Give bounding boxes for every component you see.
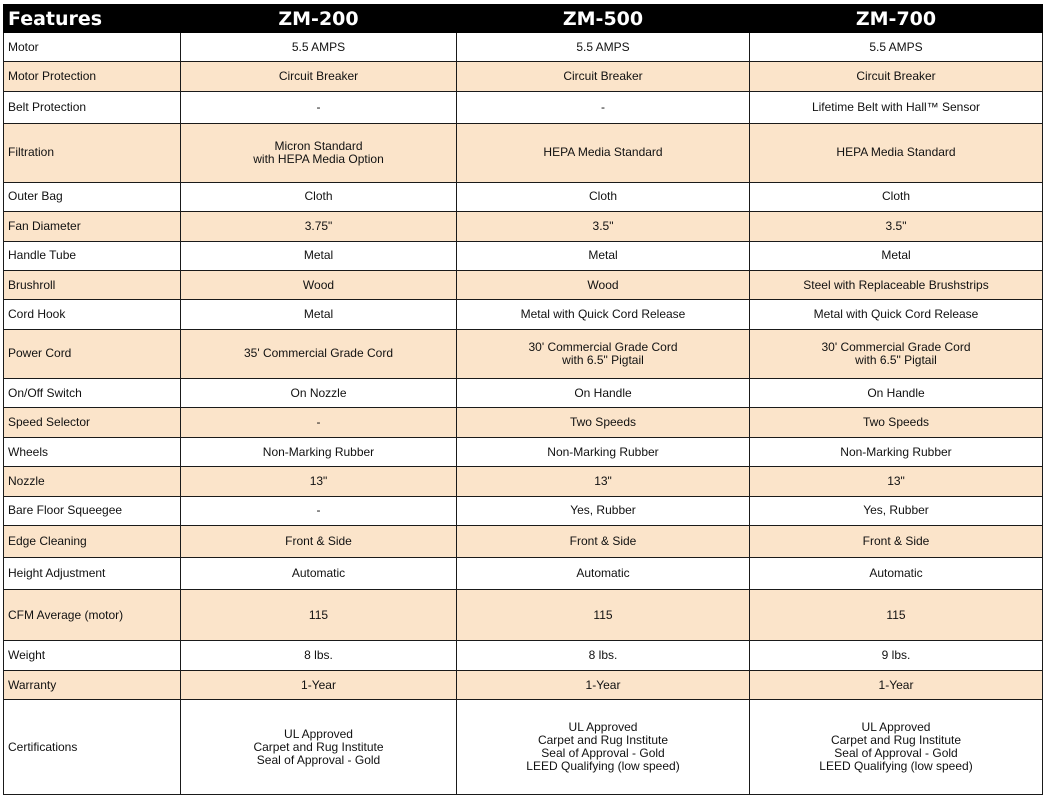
cell-zm200: Automatic (181, 558, 457, 590)
cell-zm500: 3.5" (457, 212, 750, 241)
cell-zm200: 13" (181, 467, 457, 496)
cell-zm700: 115 (750, 589, 1043, 641)
cell-zm500: 8 lbs. (457, 641, 750, 670)
table-row-wheels (4, 437, 1043, 466)
table-row-edge-cleaning (4, 526, 1043, 558)
cell-zm200: Circuit Breaker (181, 62, 457, 91)
table-row-filtration (4, 123, 1043, 182)
feature-label: Edge Cleaning (4, 526, 181, 558)
table-row-nozzle (4, 467, 1043, 496)
table-row-belt-protection (4, 91, 1043, 123)
model-header-zm700: ZM-700 (750, 5, 1043, 33)
table-row-certifications (4, 700, 1043, 795)
table-row-cord-hook (4, 300, 1043, 329)
feature-label: Power Cord (4, 329, 181, 378)
cell-zm700: Lifetime Belt with Hall™ Sensor (750, 91, 1043, 123)
cell-zm200: 35' Commercial Grade Cord (181, 329, 457, 378)
feature-label: Brushroll (4, 270, 181, 299)
cell-zm200: - (181, 496, 457, 525)
model-header-zm200: ZM-200 (181, 5, 457, 33)
feature-label: Bare Floor Squeegee (4, 496, 181, 525)
cell-zm500: 30' Commercial Grade Cord with 6.5" Pigtail (457, 329, 750, 378)
table-row-brushroll (4, 270, 1043, 299)
features-header: Features (4, 5, 181, 33)
feature-label: Cord Hook (4, 300, 181, 329)
cell-zm500: - (457, 91, 750, 123)
table-body (4, 33, 1043, 795)
feature-label: Belt Protection (4, 91, 181, 123)
table-row-fan-diameter (4, 212, 1043, 241)
cell-zm200: Wood (181, 270, 457, 299)
feature-label: Warranty (4, 670, 181, 699)
cell-zm700: Steel with Replaceable Brushstrips (750, 270, 1043, 299)
table-row-outer-bag (4, 182, 1043, 211)
cell-zm500: 1-Year (457, 670, 750, 699)
feature-label: Filtration (4, 123, 181, 182)
cell-zm200: Cloth (181, 182, 457, 211)
cell-zm500: On Handle (457, 378, 750, 407)
table-row-power-cord (4, 329, 1043, 378)
feature-label: Wheels (4, 437, 181, 466)
cell-zm700: 9 lbs. (750, 641, 1043, 670)
feature-label: Speed Selector (4, 408, 181, 437)
feature-label: Motor Protection (4, 62, 181, 91)
cell-zm700: Automatic (750, 558, 1043, 590)
cell-zm200: 1-Year (181, 670, 457, 699)
cell-zm500: Cloth (457, 182, 750, 211)
cell-zm200: 3.75" (181, 212, 457, 241)
cell-zm200: Non-Marking Rubber (181, 437, 457, 466)
cell-zm200: 115 (181, 589, 457, 641)
cell-zm500: Front & Side (457, 526, 750, 558)
cell-zm500: Non-Marking Rubber (457, 437, 750, 466)
cell-zm700: HEPA Media Standard (750, 123, 1043, 182)
cell-zm200: 8 lbs. (181, 641, 457, 670)
table-row-handle-tube (4, 241, 1043, 270)
cell-zm200: Micron Standard with HEPA Media Option (181, 123, 457, 182)
table-row-motor-protection (4, 62, 1043, 91)
table-row-motor (4, 33, 1043, 62)
cell-zm700: Two Speeds (750, 408, 1043, 437)
cell-zm700: Cloth (750, 182, 1043, 211)
cell-zm500: Circuit Breaker (457, 62, 750, 91)
cell-zm200: - (181, 408, 457, 437)
cell-zm700: Circuit Breaker (750, 62, 1043, 91)
cell-zm500: Wood (457, 270, 750, 299)
cell-zm700: Front & Side (750, 526, 1043, 558)
cell-zm200: 5.5 AMPS (181, 33, 457, 62)
feature-label: Outer Bag (4, 182, 181, 211)
table-row-height-adjustment (4, 558, 1043, 590)
cell-zm700: Yes, Rubber (750, 496, 1043, 525)
cell-zm500: 5.5 AMPS (457, 33, 750, 62)
feature-label: Weight (4, 641, 181, 670)
table-row-bare-floor-squeegee (4, 496, 1043, 525)
cell-zm200: Metal (181, 241, 457, 270)
cell-zm500: Metal with Quick Cord Release (457, 300, 750, 329)
cell-zm700: 13" (750, 467, 1043, 496)
cell-zm200: On Nozzle (181, 378, 457, 407)
cell-zm200: Front & Side (181, 526, 457, 558)
model-header-zm500: ZM-500 (457, 5, 750, 33)
header-row (4, 5, 1043, 33)
cell-zm500: HEPA Media Standard (457, 123, 750, 182)
cell-zm700: On Handle (750, 378, 1043, 407)
cell-zm700: Non-Marking Rubber (750, 437, 1043, 466)
cell-zm200: Metal (181, 300, 457, 329)
cell-zm700: 5.5 AMPS (750, 33, 1043, 62)
cell-zm700: Metal (750, 241, 1043, 270)
cell-zm500: Yes, Rubber (457, 496, 750, 525)
cell-zm500: Metal (457, 241, 750, 270)
cell-zm700: Metal with Quick Cord Release (750, 300, 1043, 329)
feature-label: Fan Diameter (4, 212, 181, 241)
cell-zm700: 3.5" (750, 212, 1043, 241)
cell-zm200: - (181, 91, 457, 123)
feature-label: Handle Tube (4, 241, 181, 270)
table-row-weight (4, 641, 1043, 670)
table-row-warranty (4, 670, 1043, 699)
feature-label: Nozzle (4, 467, 181, 496)
cell-zm500: Two Speeds (457, 408, 750, 437)
table-row-on-off-switch (4, 378, 1043, 407)
cell-zm700: UL Approved Carpet and Rug Institute Seal of Approval - Gold LEED Qualifying (low speed) (750, 700, 1043, 795)
cell-zm500: Automatic (457, 558, 750, 590)
feature-label: Motor (4, 33, 181, 62)
feature-label: On/Off Switch (4, 378, 181, 407)
cell-zm200: UL Approved Carpet and Rug Institute Seal of Approval - Gold (181, 700, 457, 795)
cell-zm500: 13" (457, 467, 750, 496)
feature-label: CFM Average (motor) (4, 589, 181, 641)
cell-zm700: 30' Commercial Grade Cord with 6.5" Pigtail (750, 329, 1043, 378)
feature-label: Height Adjustment (4, 558, 181, 590)
table-row-cfm-average-motor (4, 589, 1043, 641)
cell-zm700: 1-Year (750, 670, 1043, 699)
feature-label: Certifications (4, 700, 181, 795)
cell-zm500: UL Approved Carpet and Rug Institute Seal of Approval - Gold LEED Qualifying (low speed) (457, 700, 750, 795)
table-row-speed-selector (4, 408, 1043, 437)
cell-zm500: 115 (457, 589, 750, 641)
features-comparison-table (3, 4, 1043, 795)
